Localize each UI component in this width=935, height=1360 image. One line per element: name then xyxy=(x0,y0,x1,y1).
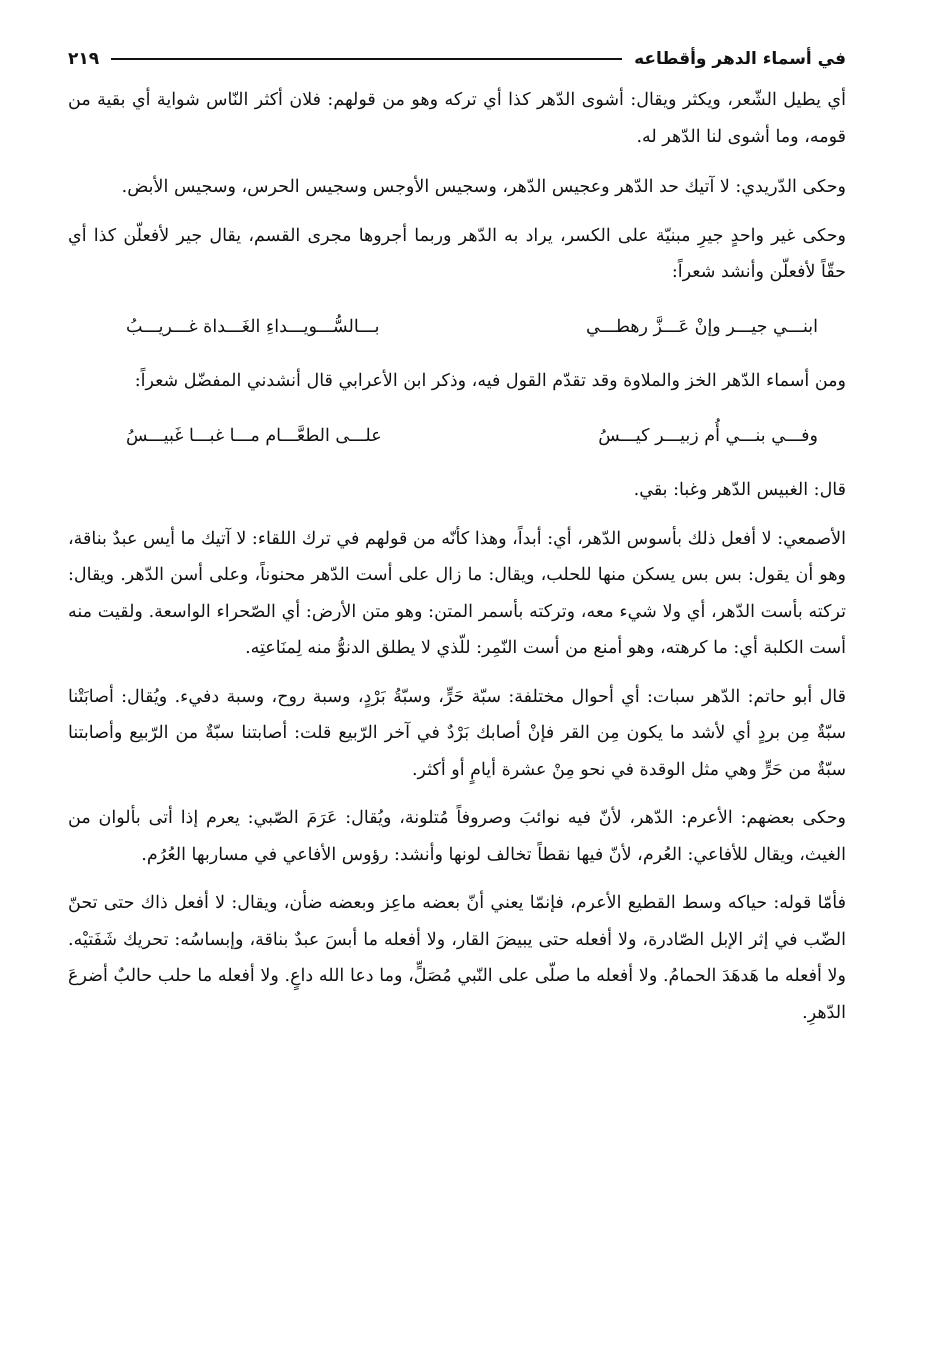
paragraph-7: قال أبو حاتم: الدّهر سبات: أي أحوال مختلفة: سبّة حَرٍّ، وسبّةُ بَرْدٍ، وسبة روح، وسبة دفيء. ويُقال: أصابَتْنا سبّةٌ مِن بردٍ أي لأشد ما يكون مِن القر فإنْ أصابك بَرْدٌ في آخر الرّبيع قلت: أصابتنا سبّةٌ من الرّبيع وأصابتنا سبّةٌ من حَرٍّ وهي مثل الوقدة في نحو مِنْ عشرة أيامٍ أو أكثر. xyxy=(68,686,846,780)
paragraph-3: وحكى غير واحدٍ جيرِ مبنيّة على الكسر، يراد به الدّهر وربما أجروها مجرى القسم، يقال جير لأفعلّن كذا أي حقّاً لأفعلّن وأنشد شعراً: xyxy=(68,225,846,282)
verse-1 xyxy=(68,303,846,352)
verse-1-second-hemistich: بـــالسُّـــويـــداءِ الغَـــداة غـــريـــبُ xyxy=(126,316,380,337)
paragraph-2: وحكى الدّريدي: لا آتيك حد الدّهر وعجيس الدّهر، وسجيس الأوجس وسجيس الحرس، وسجيس الأبض. xyxy=(121,177,846,197)
paragraph-8: وحكى بعضهم: الأعرم: الدّهر، لأنّ فيه نوائبَ وصروفاً مُتلونة، ويُقال: عَرَمَ الصّبي: يعرم إذا أتى بألوان من الغيث، ويقال للأفاعي: العُرم، لأنّ فيها نقطاً تخالف لونها وأنشد: رؤوس الأفاعي في مساربها العُرُم. xyxy=(68,808,846,865)
paragraph-9: فأمّا قوله: حياكه وسط القطيع الأعرم، فإنمّا يعني أنّ بعضه ماعِز وبعضه ضأن، ويقال: لا أفعل ذاك حتى تحنّ الضّب في إثر الإبل الصّادرة، ولا أفعله حتى يبيضَ القار، ولا أفعله ما أبسَ عبدٌ بناقة، وإبساسُه: تحريك شَفَتيْه. ولا أفعله ما هَدهَدَ الحمامُ. ولا أفعله ما صلّى على النّبي مُصَلٍّ، وما دعا الله داعٍ. ولا أفعله ما حلب حالبٌ أضرعَ الدّهرِ. xyxy=(68,893,846,1023)
header-rule xyxy=(111,58,622,60)
page-number: ٢١٩ xyxy=(68,49,100,69)
verse-2-first-hemistich: وفـــي بنـــي أُم زبيـــر كيـــسُ xyxy=(598,425,818,446)
running-header xyxy=(68,40,846,78)
paragraph-1: أي يطيل الشّعر، ويكثر ويقال: أشوى الدّهر كذا أي تركه وهو من قولهم: فلان أكثر النّاس شواية أي بقية من قومه، وما أشوى لنا الدّهر له. xyxy=(68,90,846,147)
book-page xyxy=(68,40,846,1043)
chapter-title: في أسماء الدهر وأقطاعه xyxy=(634,49,846,69)
paragraph-6: الأصمعي: لا أفعل ذلك بأسوس الدّهر، أي: أبداً، وهذا كأنّه من قولهم في ترك اللقاء: لا آتيك ما أيس عبدٌ بناقة، وهو أن يقول: بس بس يسكن منها للحلب، ويقال: ما زال على أست الدّهر محنوناً، وعلى أسن الدّهر. ويقال: تركته بأست الدّهر، أي ولا شيء معه، وتركته بأسمر المتن: وهو متن الأرض: أي الصّحراء الواسعة. ولقيت منه أست الكلبة أي: ما كرهته، وهو أمنع من أست النّمِر: للّذي لا يطلق الدنوُّ منه لِمنَاعتِه. xyxy=(68,528,847,658)
paragraph-5: قال: الغبيس الدّهر وغبا: بقي. xyxy=(633,480,846,500)
verse-2 xyxy=(68,412,846,461)
paragraph-4: ومن أسماء الدّهر الخز والملاوة وقد تقدّم القول فيه، وذكر ابن الأعرابي قال أنشدني المفضّل شعراً: xyxy=(134,371,846,391)
verse-2-second-hemistich: علـــى الطعَّـــام مـــا غبـــا غَبيـــسُ xyxy=(126,425,382,446)
verse-1-first-hemistich: ابنـــي جيـــر وإنْ عَـــزَّ رهطـــي xyxy=(585,316,818,337)
